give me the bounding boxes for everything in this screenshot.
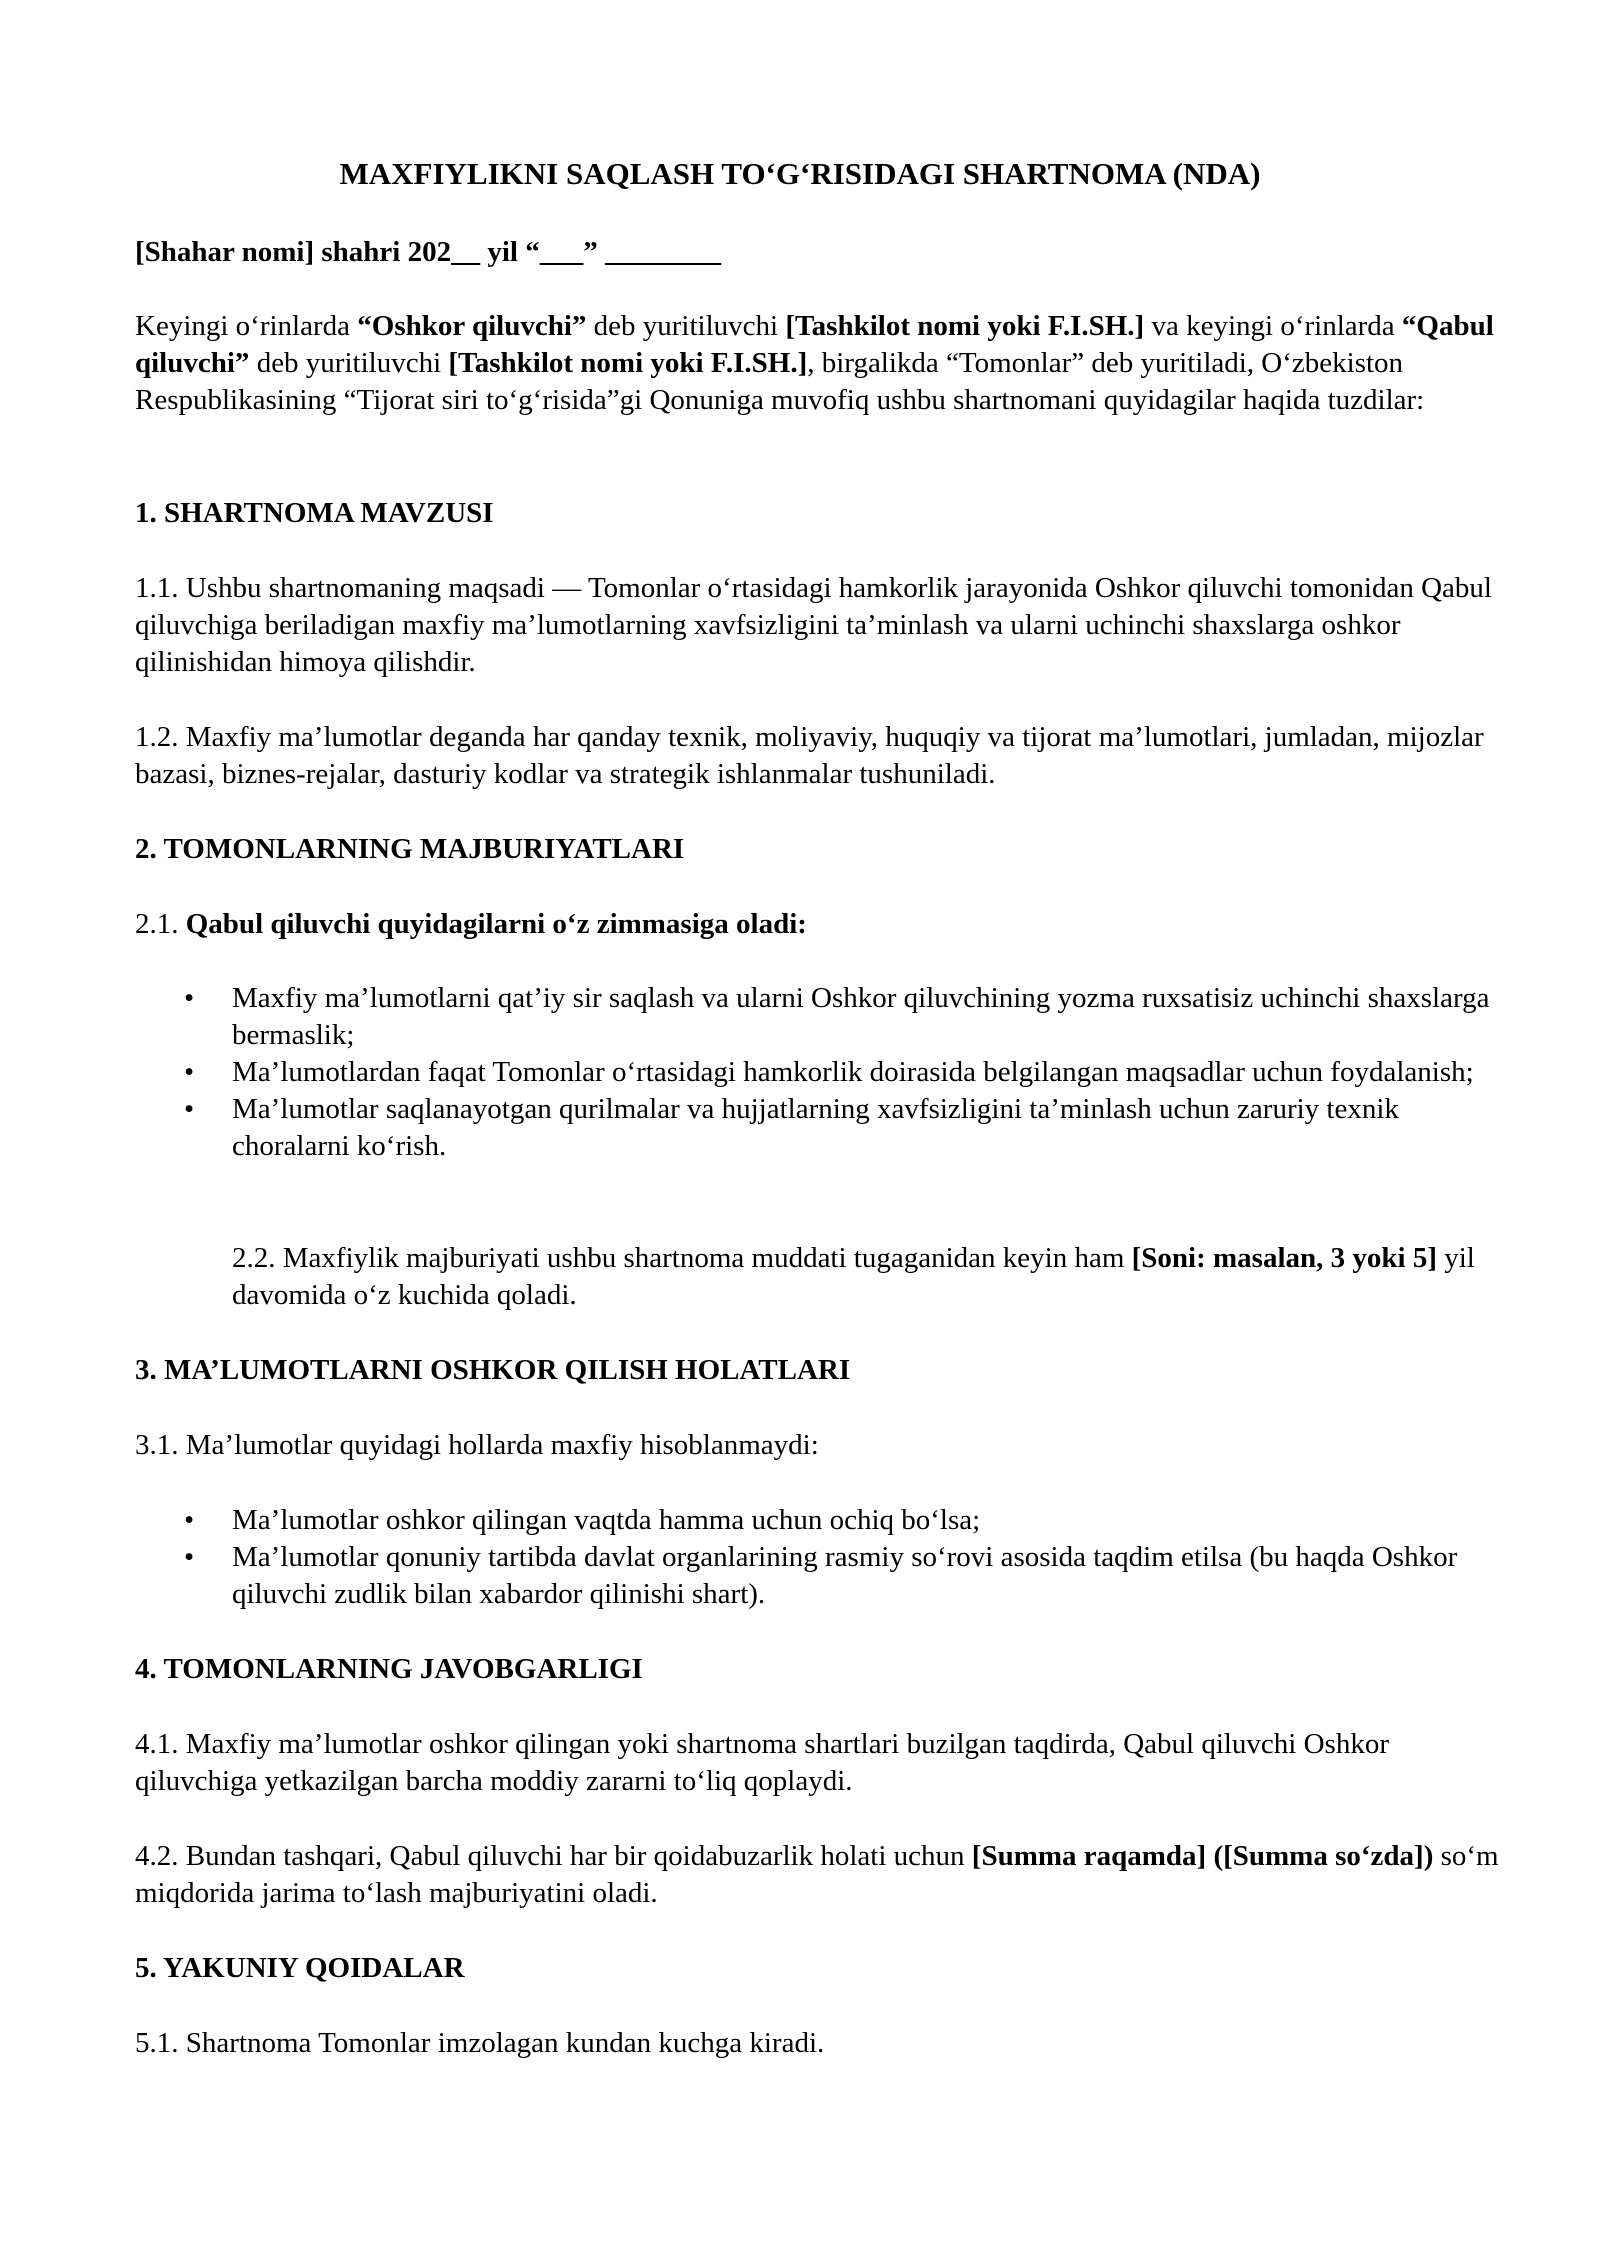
list-item: • Ma’lumotlardan faqat Tomonlar o‘rtasidagi hamkorlik doirasida belgilangan maqsadlar uchun foydalanish; — [135, 1054, 1505, 1091]
clause-5-1: 5.1. Shartnoma Tomonlar imzolagan kundan kuchga kiradi. — [135, 2027, 825, 2059]
intro-text-1: Keyingi o‘rinlarda — [135, 310, 358, 342]
section-5-heading: 5. YAKUNIY QOIDALAR — [135, 1952, 465, 1984]
intro-bold-1: “Oshkor qiluvchi” — [357, 310, 587, 342]
clause-2-1-number: 2.1. — [135, 908, 186, 940]
place-date-line: [Shahar nomi] shahri 202__ yil “___” ________ — [135, 236, 721, 268]
clause-2-1-text: Qabul qiluvchi quyidagilarni o‘z zimmasiga oladi: — [185, 908, 807, 940]
section-1-heading: 1. SHARTNOMA MAVZUSI — [135, 497, 494, 529]
intro-text-3: va keyingi o‘rinlarda — [1144, 310, 1402, 342]
clause-4-2-text: 4.2. Bundan tashqari, Qabul qiluvchi har bir qoidabuzarlik holati uchun — [135, 1840, 972, 1872]
clause-2-1 — [135, 906, 1505, 943]
section-3-heading: 3. MA’LUMOTLARNI OSHKOR QILISH HOLATLARI — [135, 1354, 851, 1386]
list-item: • Ma’lumotlar saqlanayotgan qurilmalar va hujjatlarning xavfsizligini ta’minlash uchun zaruriy texnik choralarni ko‘rish. — [135, 1091, 1505, 1165]
document-title: MAXFIYLIKNI SAQLASH TO‘G‘RISIDAGI SHARTNOMA (NDA) — [339, 156, 1261, 191]
intro-paragraph — [135, 308, 1505, 419]
clause-1-1: 1.1. Ushbu shartnomaning maqsadi — Tomonlar o‘rtasidagi hamkorlik jarayonida Oshkor qiluvchi tomonidan Qabul qiluvchiga beriladigan maxfiy ma’lumotlarning xavfsizligini ta’minlash va ularni uchinchi shaxslarga oshkor qilinishidan himoya qilishdir. — [135, 572, 1492, 678]
clause-1-2: 1.2. Maxfiy ma’lumotlar deganda har qanday texnik, moliyaviy, huquqiy va tijorat ma’lumotlari, jumladan, mijozlar bazasi, biznes-rejalar, dasturiy kodlar va strategik ishlanmalar tushuniladi. — [135, 721, 1484, 790]
obligations-list — [135, 980, 1505, 1165]
intro-bold-4: [Tashkilot nomi yoki F.I.SH.] — [448, 347, 808, 379]
clause-2-2-placeholder: [Soni: masalan, 3 yoki 5] — [1131, 1242, 1437, 1274]
section-2-heading: 2. TOMONLARNING MAJBURIYATLARI — [135, 833, 685, 865]
section-4-heading: 4. TOMONLARNING JAVOBGARLIGI — [135, 1653, 643, 1685]
intro-text-2: deb yuritiluvchi — [586, 310, 786, 342]
exceptions-list — [135, 1502, 1505, 1613]
clause-4-2 — [135, 1838, 1505, 1912]
clause-4-2-tail: so‘m miqdorida jarima to‘lash majburiyatini oladi. — [135, 1840, 1499, 1909]
clause-2-2-tail: yil davomida o‘z kuchida qoladi. — [232, 1242, 1475, 1311]
intro-bold-3: “Qabul qiluvchi” — [135, 310, 1494, 379]
clause-4-1: 4.1. Maxfiy ma’lumotlar oshkor qilingan yoki shartnoma shartlari buzilgan taqdirda, Qabul qiluvchi Oshkor qiluvchiga yetkazilgan barcha moddiy zararni to‘liq qoplaydi. — [135, 1728, 1389, 1797]
list-item: • Maxfiy ma’lumotlarni qat’iy sir saqlash va ularni Oshkor qiluvchining yozma ruxsatisiz uchinchi shaxslarga bermaslik; — [135, 980, 1505, 1054]
list-item: • Ma’lumotlar oshkor qilingan vaqtda hamma uchun ochiq bo‘lsa; — [135, 1502, 1505, 1539]
list-item: • Ma’lumotlar qonuniy tartibda davlat organlarining rasmiy so‘rovi asosida taqdim etilsa (bu haqda Oshkor qiluvchi zudlik bilan xabardor qilinishi shart). — [135, 1539, 1505, 1613]
intro-text-4: deb yuritiluvchi — [249, 347, 449, 379]
clause-4-2-amount: [Summa raqamda] ([Summa so‘zda]) — [971, 1840, 1434, 1872]
intro-text-5: , birgalikda “Tomonlar” deb yuritiladi, O‘zbekiston Respublikasining “Tijorat siri to‘g‘risida”gi Qonuniga muvofiq ushbu shartnomani quyidagilar haqida tuzdilar: — [135, 347, 1425, 416]
clause-2-2 — [232, 1240, 1505, 1314]
intro-bold-2: [Tashkilot nomi yoki F.I.SH.] — [785, 310, 1145, 342]
clause-2-2-text: 2.2. Maxfiylik majburiyati ushbu shartnoma muddati tugaganidan keyin ham — [232, 1242, 1132, 1274]
clause-3-1: 3.1. Ma’lumotlar quyidagi hollarda maxfiy hisoblanmaydi: — [135, 1429, 819, 1461]
